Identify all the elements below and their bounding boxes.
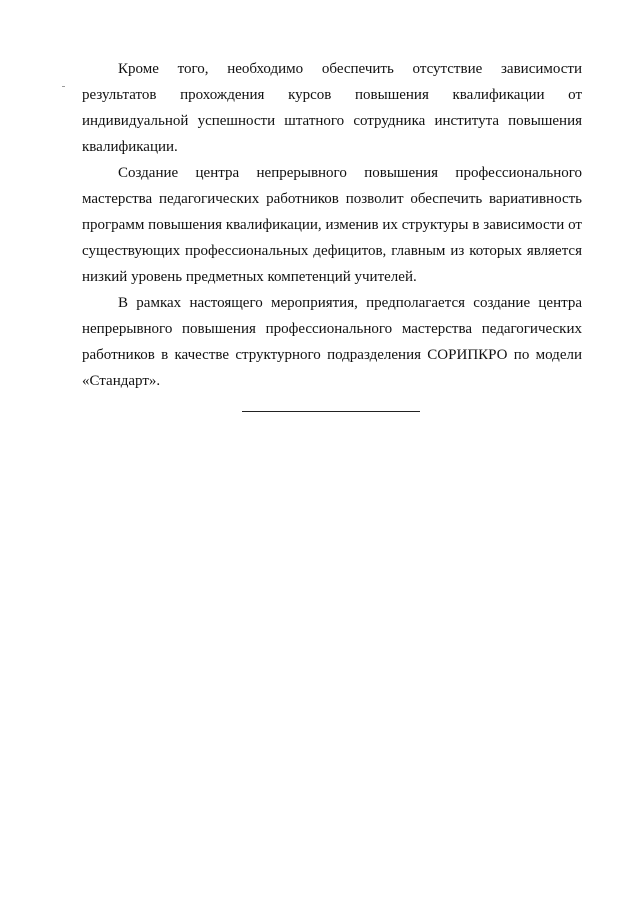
paragraph-center-creation: Создание центра непрерывного повышения профессионального мастерства педагогических работников позволит обеспечить вариативность программ повышения квалификации, изменив их структуры в зависимости от существующих профессиональных дефицитов, главным из которых является низкий уровень предметных компетенций учителей.	[82, 165, 582, 285]
paragraph-independence: Кроме того, необходимо обеспечить отсутствие зависимости результатов прохождения курсов повышения квалификации от индивидуальной успешности штатного сотрудника института повышения квалификации.	[82, 61, 582, 155]
document-body	[82, 56, 582, 394]
closing-divider-line	[242, 411, 420, 412]
scan-speck	[62, 86, 65, 87]
paragraph-event-scope: В рамках настоящего мероприятия, предполагается создание центра непрерывного повышения профессионального мастерства педагогических работников в качестве структурного подразделения СОРИПКРО по модели «Стандарт».	[82, 295, 582, 389]
